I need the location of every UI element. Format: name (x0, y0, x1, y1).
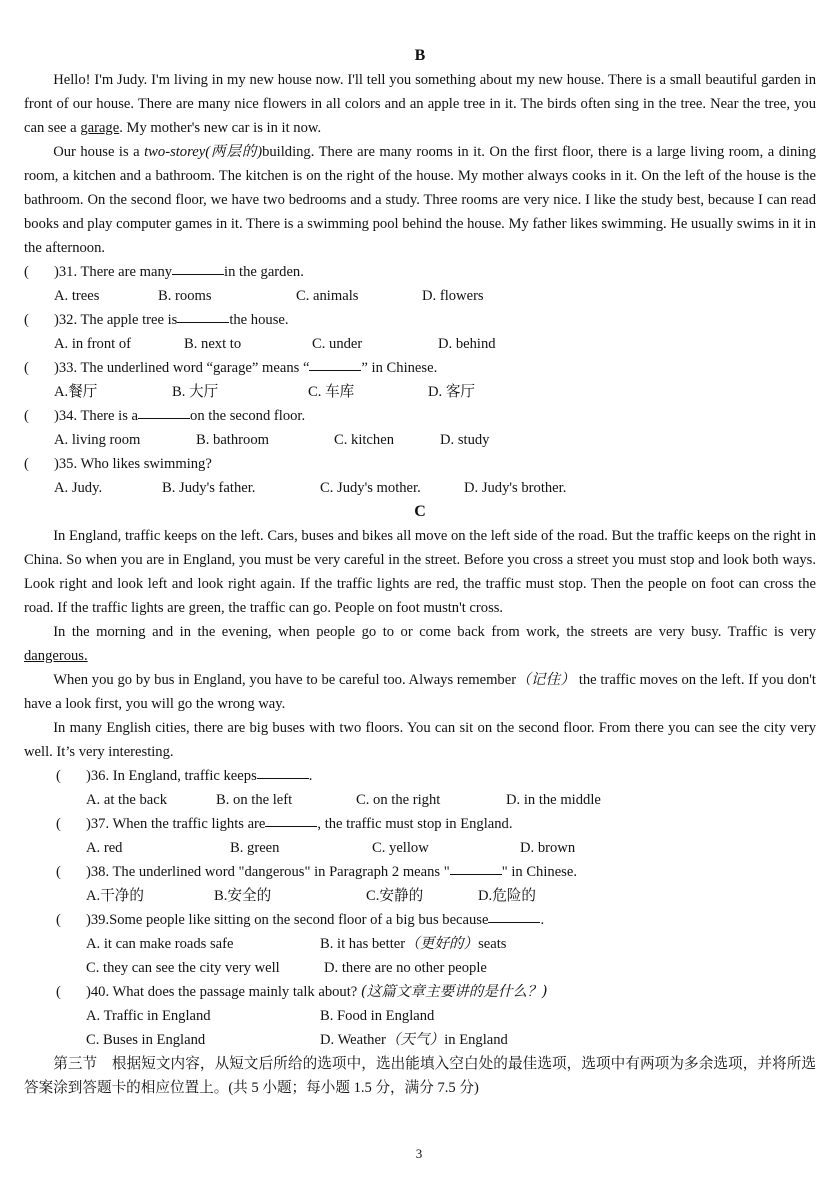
question-text: )39.Some people like sitting on the second floor of a big bus because (86, 912, 489, 928)
option-d: D.危险的 (478, 888, 536, 904)
options-40-row2 (56, 1028, 816, 1052)
blank (138, 404, 190, 419)
question-text: )37. When the traffic lights are (86, 816, 266, 832)
options-37 (56, 836, 816, 860)
question-text: )32. The apple tree is (54, 312, 178, 328)
blank (257, 764, 309, 779)
option-d: D. 客厅 (428, 384, 476, 400)
answer-paren[interactable]: ( (56, 984, 61, 1000)
options-39-row2 (56, 956, 816, 980)
options-33 (24, 380, 816, 404)
italic-term: two-storey(两层的) (144, 144, 263, 160)
option-a: A.餐厅 (54, 384, 98, 400)
option-c: C. animals (296, 288, 359, 304)
option-d: D. behind (438, 336, 496, 352)
section-b-paragraph-1 (24, 68, 816, 140)
option-b: B. next to (184, 336, 242, 352)
option-b: B. Judy's father. (162, 480, 256, 496)
blank (450, 860, 502, 875)
section-c-paragraph-3 (24, 668, 816, 716)
chinese-note: （更好的） (405, 935, 479, 952)
question-text: . (540, 912, 545, 928)
chinese-note: （天气） (385, 1031, 445, 1048)
question-text: in the garden. (224, 264, 304, 280)
section-c-paragraph-4: In many English cities, there are big buses with two floors. You can sit on the second floor. From there you can see the city very well. It’s very interesting. (24, 720, 816, 760)
question-40 (56, 980, 816, 1004)
question-text: )40. What does the passage mainly talk about? (86, 984, 358, 1000)
option-c: C. on the right (356, 792, 441, 808)
option-d: D. there are no other people (324, 960, 487, 976)
option-b: B. bathroom (196, 432, 269, 448)
text: B. it has better (320, 936, 406, 952)
question-text: )36. In England, traffic keeps (86, 768, 257, 784)
options-39-row1 (56, 932, 816, 956)
answer-paren[interactable]: ( (24, 408, 29, 424)
blank (309, 356, 361, 371)
chinese-note: (这篇文章主要讲的是什么？) (360, 983, 548, 1000)
option-d: D. flowers (422, 288, 484, 304)
option-a: A. Judy. (54, 480, 103, 496)
section-b-heading: B (414, 47, 426, 64)
option-c: C. yellow (372, 840, 429, 856)
option-b: B. 大厅 (172, 384, 219, 400)
question-text: )31. There are many (54, 264, 173, 280)
blank (488, 908, 540, 923)
section-c-paragraph-2 (24, 620, 816, 668)
option-c: C. 车库 (308, 384, 355, 400)
question-38 (56, 860, 816, 884)
option-c: C. under (312, 336, 363, 352)
option-c: C. they can see the city very well (86, 960, 280, 976)
section-c-heading: C (414, 503, 426, 520)
question-36 (56, 764, 816, 788)
section-c-paragraph-1: In England, traffic keeps on the left. Cars, buses and bikes all move on the left side of the road. But the traffic keeps on the right in China. So when you are in England, you must be very careful in the street. Before you cross a street you must stop and look both ways. Look right and look left and look right again. If the traffic lights are red, the traffic must stop. Then the people on foot can cross the road. If the traffic lights are green, the traffic can go. People on foot mustn't cross. (24, 528, 816, 616)
option-a: A. in front of (54, 336, 132, 352)
text: When you go by bus in England, you have to be careful too. Always remember (53, 672, 517, 688)
option-a: A. at the back (86, 792, 168, 808)
question-text: ” in Chinese. (361, 360, 438, 376)
text: Our house is a (53, 144, 145, 160)
question-text: )34. There is a (54, 408, 139, 424)
answer-paren[interactable]: ( (56, 864, 61, 880)
option-b: B. on the left (216, 792, 293, 808)
question-39 (56, 908, 816, 932)
option-b: B. green (230, 840, 280, 856)
option-b (320, 932, 506, 956)
text: D. Weather (320, 1032, 386, 1048)
question-34 (24, 404, 816, 428)
options-31 (24, 284, 816, 308)
option-b: B.安全的 (214, 888, 272, 904)
section-b-paragraph-2 (24, 140, 816, 260)
question-text: )38. The underlined word "dangerous" in Paragraph 2 means " (86, 864, 450, 880)
question-text: )35. Who likes swimming? (54, 456, 212, 472)
answer-paren[interactable]: ( (24, 456, 29, 472)
underlined-word: dangerous. (24, 648, 88, 664)
text: building. There are many rooms in it. On the first floor, there is a large living room, a dining room, a kitchen and a bathroom. The kitchen is on the right of the house. My mother always cooks in it. On the left of the house is the bathroom. On the second floor, we have two bedrooms and a study. Three rooms are very nice. I like the study best, because I can read books and play computer games in it. There is a swimming pool behind the house. My father likes swimming. He usually swims in it in the afternoon. (24, 144, 816, 256)
underlined-word: garage (80, 120, 120, 136)
blank (177, 308, 229, 323)
answer-paren[interactable]: ( (56, 768, 61, 784)
question-31 (24, 260, 816, 284)
question-35 (24, 452, 816, 476)
question-text: . (308, 768, 313, 784)
options-35 (24, 476, 816, 500)
option-d: D. in the middle (506, 792, 601, 808)
question-text: on the second floor. (190, 408, 306, 424)
page-number: 3 (415, 1146, 423, 1161)
question-text: " in Chinese. (501, 864, 577, 880)
option-a: A.干净的 (86, 888, 144, 904)
text: in England (444, 1032, 508, 1048)
question-37 (56, 812, 816, 836)
option-c: C.安静的 (366, 888, 424, 904)
question-32 (24, 308, 816, 332)
answer-paren[interactable]: ( (24, 312, 29, 328)
options-34 (24, 428, 816, 452)
page-content (24, 44, 816, 1100)
text: the traffic moves on the left. If you don't have a look first, you will go the wrong way. (24, 672, 816, 712)
question-text: the house. (229, 312, 289, 328)
text: In the morning and in the evening, when people go to or come back from work, the streets are very busy. Traffic is very (53, 624, 816, 640)
option-a: A. red (86, 840, 123, 856)
question-33 (24, 356, 816, 380)
option-d: D. study (440, 432, 490, 448)
blank (265, 812, 317, 827)
answer-paren[interactable]: ( (24, 264, 29, 280)
option-d: D. brown (520, 840, 576, 856)
option-d: D. Judy's brother. (464, 480, 567, 496)
question-text: , the traffic must stop in England. (317, 816, 513, 832)
section-3-instructions: 第三节 根据短文内容，从短文后所给的选项中，选出能填入空白处的最佳选项，选项中有两项为多余选项，并将所选答案涂到答题卡的相应位置上。(共 5 小题；每小题 1.5 分，满分 7.5 分) (24, 1056, 816, 1096)
option-a: A. it can make roads safe (86, 936, 234, 952)
option-a: A. Traffic in England (86, 1008, 211, 1024)
options-40-row1 (56, 1004, 816, 1028)
options-36 (56, 788, 816, 812)
option-b: B. Food in England (320, 1008, 435, 1024)
option-b: B. rooms (158, 288, 212, 304)
text: Hello! I'm Judy. I'm living in my new house now. I'll tell you something about my new house. There is a small beautiful garden in front of our house. There are many nice flowers in all colors and an apple tree in it. The birds often sing in the tree. Near the tree, you can see a (24, 72, 816, 136)
option-c: C. Buses in England (86, 1032, 206, 1048)
option-a: A. trees (54, 288, 100, 304)
blank (172, 260, 224, 275)
option-c: C. kitchen (334, 432, 394, 448)
answer-paren[interactable]: ( (24, 360, 29, 376)
option-c: C. Judy's mother. (320, 480, 421, 496)
text: seats (478, 936, 507, 952)
answer-paren[interactable]: ( (56, 912, 61, 928)
question-text: )33. The underlined word “garage” means “ (54, 360, 310, 376)
option-a: A. living room (54, 432, 141, 448)
options-32 (24, 332, 816, 356)
chinese-note: （记住） (516, 671, 576, 688)
section-c-questions (24, 764, 816, 1052)
option-d (320, 1028, 508, 1052)
answer-paren[interactable]: ( (56, 816, 61, 832)
text: . My mother's new car is in it now. (119, 120, 322, 136)
options-38 (56, 884, 816, 908)
